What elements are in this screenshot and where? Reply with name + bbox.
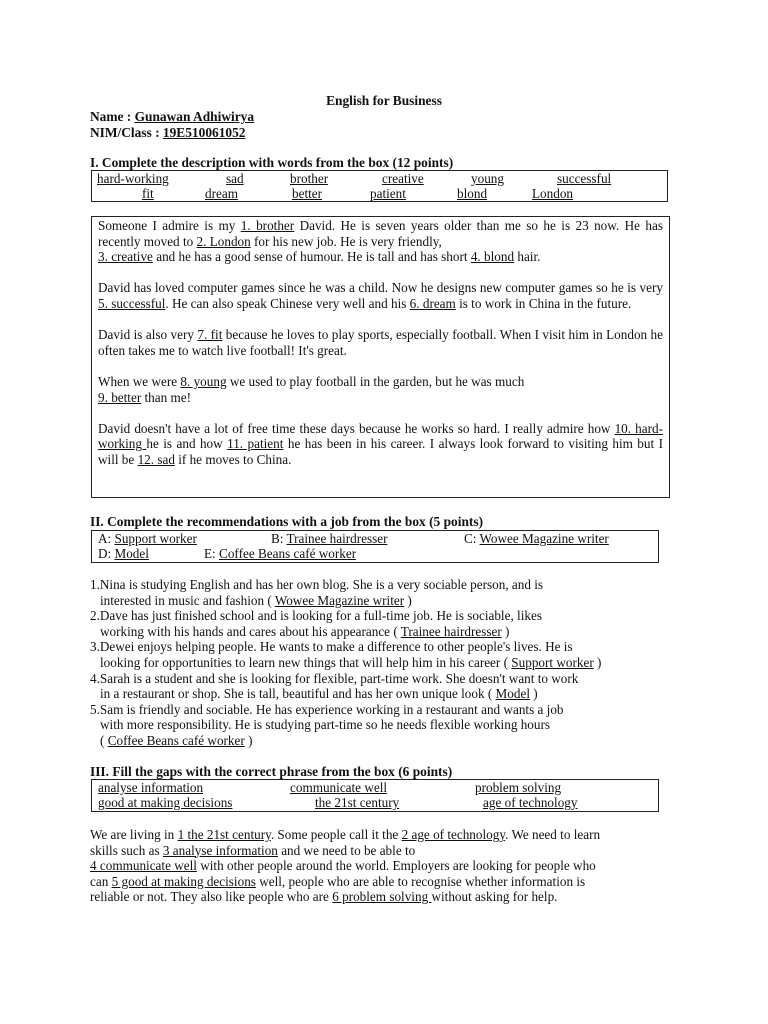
- final-text: with other people around the world. Employers are looking for people who: [196, 858, 596, 874]
- final-answer-3: 3 analyse information: [162, 842, 278, 858]
- answer-1: 1. brother: [240, 218, 295, 233]
- final-line: [90, 858, 680, 874]
- final-text: . Some people call it the: [270, 827, 402, 842]
- passage-text: he is and how: [146, 436, 228, 452]
- job-option-d: [98, 546, 149, 562]
- word-item: creative: [382, 171, 424, 186]
- paragraph-5: [98, 421, 663, 468]
- job-letter: D:: [98, 546, 115, 561]
- question-line: 3.Dewei enjoys helping people. He wants to make a difference to other people's lives. He is: [90, 639, 573, 655]
- passage-text: David is also very: [98, 327, 198, 343]
- final-answer-2: 2 age of technology: [401, 827, 506, 842]
- answer-12: 12. sad: [137, 451, 175, 467]
- passage-text: David. He is seven years older than me so he is 23 now. He has recently moved to: [98, 218, 663, 249]
- question-text: working with his hands and cares about his appearance (: [100, 623, 401, 639]
- word-item: young: [471, 171, 504, 186]
- word-item: patient: [370, 186, 406, 201]
- question-line: 4.Sarah is a student and she is looking for flexible, part-time work. She doesn't want to work: [90, 670, 579, 686]
- answer-6: 6. dream: [409, 295, 456, 311]
- job-name: Wowee Magazine writer: [479, 531, 609, 546]
- passage-text: When we were: [98, 373, 181, 389]
- student-name: Gunawan Adhiwirya: [134, 109, 255, 124]
- final-answer-1: 1 the 21st century: [177, 827, 271, 842]
- final-paragraph: [90, 827, 680, 905]
- passage-text: than me!: [141, 389, 192, 405]
- paragraph-4: [98, 374, 663, 405]
- question-line: with more responsibility. He is studying part-time so he needs flexible working hours: [100, 717, 551, 733]
- passage-text: David has loved computer games since he was a child. Now he designs new computer games so he is very: [98, 280, 663, 296]
- answer-job-1: Wowee Magazine writer: [274, 592, 405, 608]
- passage-text: David doesn't have a lot of free time these days because he works so hard. I really admire how: [98, 420, 615, 436]
- final-line: [90, 874, 680, 890]
- answer-5: 5. successful: [98, 295, 166, 311]
- word-item: brother: [290, 171, 329, 186]
- answer-job-4: Model: [495, 686, 530, 702]
- job-box: [91, 530, 659, 563]
- word-item: hard-working: [97, 171, 169, 186]
- answer-8: 8. young: [180, 373, 227, 389]
- nim-label: NIM/Class :: [90, 125, 163, 140]
- answer-4: 4. blond: [470, 249, 515, 265]
- paragraph-2: [98, 280, 663, 311]
- passage-text: hair.: [514, 249, 541, 265]
- final-text: . We need to learn: [505, 827, 601, 842]
- final-text: without asking for help.: [431, 889, 558, 905]
- question-line: [90, 733, 680, 749]
- job-option-a: [98, 531, 197, 547]
- phrase-item: communicate well: [290, 780, 388, 795]
- final-line: [90, 843, 680, 859]
- question-text: ): [593, 654, 602, 670]
- answer-job-2: Trainee hairdresser: [400, 623, 502, 639]
- question-text: ): [501, 623, 510, 639]
- section-2-heading: II. Complete the recommendations with a job from the box (5 points): [90, 514, 484, 529]
- word-item: successful: [557, 171, 612, 186]
- final-line: [90, 827, 680, 843]
- question-text: ): [404, 592, 412, 608]
- word-item: dream: [205, 186, 238, 201]
- phrase-item: analyse information: [98, 780, 204, 795]
- question-line: [90, 593, 680, 609]
- word-item: fit: [142, 186, 154, 201]
- answer-7: 7. fit: [197, 327, 223, 343]
- answer-2: 2. London: [196, 233, 251, 249]
- answer-9: 9. better: [98, 389, 142, 405]
- phrase-item: the 21st century: [315, 795, 400, 810]
- word-box-1: [91, 170, 668, 202]
- passage-text: for his new job. He is very friendly,: [250, 233, 442, 249]
- final-text: well, people who are able to recognise whether information is: [255, 873, 586, 889]
- passage-text: he has been in his career. I always look forward to visiting him but I will be: [98, 436, 663, 467]
- phrase-item: problem solving: [475, 780, 562, 795]
- question-line: 1.Nina is studying English and has her own blog. She is a very sociable person, and is: [90, 577, 544, 592]
- final-text: and we need to be able to: [277, 842, 416, 858]
- job-name: Support worker: [114, 531, 197, 546]
- answer-11: 11. patient: [227, 436, 284, 452]
- word-item: better: [292, 186, 323, 201]
- word-item: blond: [457, 186, 488, 201]
- document-title: English for Business: [326, 93, 442, 108]
- job-letter: E:: [204, 546, 220, 561]
- question-text: in a restaurant or shop. She is tall, beautiful and has her own unique look (: [100, 686, 496, 702]
- question-text: looking for opportunities to learn new things that will help him in his career (: [100, 654, 512, 670]
- question-text: interested in music and fashion (: [100, 592, 275, 608]
- final-text: skills such as: [90, 842, 163, 858]
- student-name-line: [90, 109, 254, 125]
- question-text: (: [100, 732, 108, 748]
- question-line: [90, 686, 680, 702]
- passage-text: we used to play football in the garden, but he was much: [226, 373, 525, 389]
- answer-job-5: Coffee Beans café worker: [107, 732, 245, 748]
- job-option-c: [464, 531, 609, 547]
- final-text: can: [90, 873, 112, 889]
- phrase-item: good at making decisions: [98, 795, 233, 810]
- answer-job-3: Support worker: [511, 654, 594, 670]
- recommendation-list: [90, 577, 680, 749]
- phrase-item: age of technology: [483, 795, 578, 810]
- final-answer-5: 5 good at making decisions: [111, 873, 256, 889]
- final-answer-6: 6 problem solving: [332, 889, 432, 905]
- passage-text: if he moves to China.: [174, 451, 292, 467]
- question-text: ): [244, 732, 253, 748]
- job-option-e: [204, 546, 356, 562]
- section-1-heading: I. Complete the description with words from the box (12 points): [90, 155, 454, 170]
- job-option-b: [271, 531, 387, 547]
- question-line: 5.Sam is friendly and sociable. He has experience working in a restaurant and wants a job: [90, 701, 564, 717]
- answer-3: 3. creative: [98, 249, 153, 265]
- question-line: 2.Dave has just finished school and is looking for a full-time job. He is sociable, likes: [90, 608, 542, 624]
- name-label: Name :: [90, 109, 135, 124]
- final-text: reliable or not. They also like people who are: [90, 889, 333, 905]
- job-letter: B:: [271, 531, 287, 546]
- passage-text: . He can also speak Chinese very well and his: [165, 295, 410, 311]
- passage-text: Someone I admire is my: [98, 218, 241, 233]
- job-letter: C:: [464, 531, 480, 546]
- passage-text: because he loves to play sports, especially football. When I visit him in London he often takes me to watch live football! It's great.: [98, 327, 663, 358]
- final-line: [90, 889, 680, 905]
- question-line: [90, 624, 680, 640]
- answer-10: 10. hard-working: [98, 420, 663, 452]
- question-text: ): [529, 686, 538, 702]
- paragraph-3: [98, 327, 663, 358]
- passage-box: [91, 216, 670, 498]
- job-name: Coffee Beans café worker: [219, 546, 357, 561]
- word-item: sad: [226, 171, 244, 186]
- job-letter: A:: [98, 531, 115, 546]
- final-answer-4: 4 communicate well: [90, 858, 197, 874]
- paragraph-1: [98, 218, 663, 265]
- word-item: London: [532, 186, 574, 201]
- job-name: Trainee hairdresser: [286, 531, 388, 546]
- passage-text: and he has a good sense of humour. He is tall and has short: [152, 249, 471, 265]
- section-3-heading: III. Fill the gaps with the correct phrase from the box (6 points): [90, 764, 453, 779]
- final-text: We are living in: [90, 827, 178, 842]
- question-line: [90, 655, 680, 671]
- phrase-box: [91, 779, 659, 812]
- job-name: Model: [114, 546, 149, 561]
- passage-text: is to work in China in the future.: [455, 295, 632, 311]
- student-nim-line: [90, 125, 246, 141]
- student-nim: 19E510061052: [162, 125, 246, 140]
